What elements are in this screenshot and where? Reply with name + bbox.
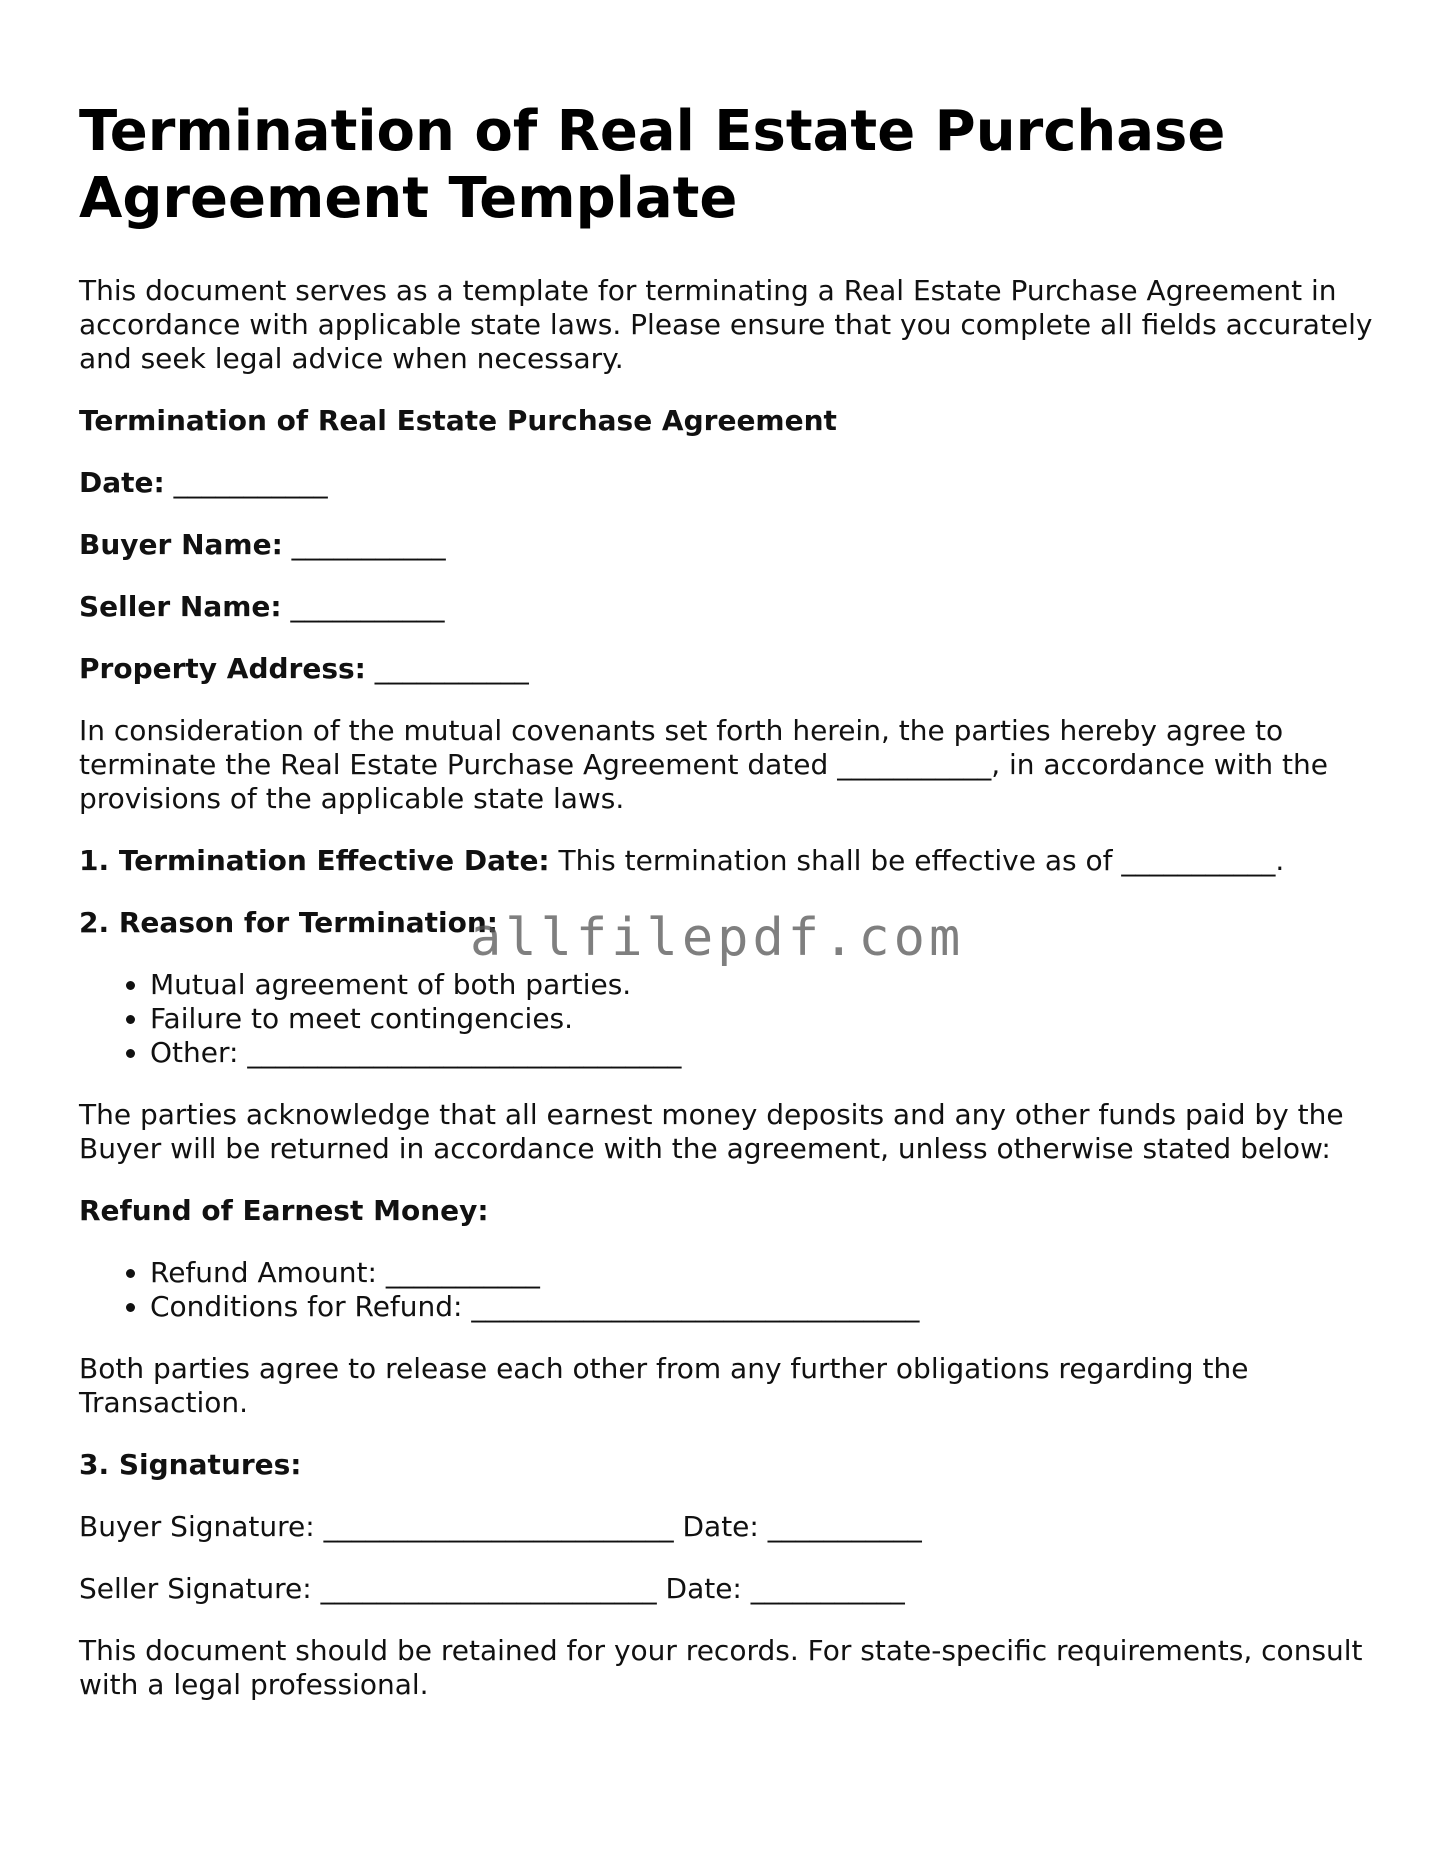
buyer-name-label: Buyer Name: — [79, 528, 283, 561]
date-blank: ___________ — [173, 466, 328, 499]
consideration-paragraph: In consideration of the mutual covenants set forth herein, the parties hereby agree to terminate the Real Estate Purchase Agreement dated ___________, in accordance with the provisions of the applicable state laws. — [79, 714, 1328, 815]
refund-heading: Refund of Earnest Money: — [79, 1194, 489, 1227]
refund-list — [79, 1256, 1379, 1324]
acknowledge-paragraph: The parties acknowledge that all earnest money deposits and any other funds paid by the Buyer will be returned in accordance with the agreement, unless otherwise stated below: — [79, 1098, 1344, 1165]
agreement-heading: Termination of Real Estate Purchase Agreement — [79, 404, 837, 437]
document-page — [79, 98, 1379, 1702]
list-item: • Conditions for Refund: ________________________________ — [150, 1290, 1379, 1324]
date-label: Date: — [79, 466, 165, 499]
intro-paragraph: This document serves as a template for terminating a Real Estate Purchase Agreement in accordance with applicable state laws. Please ensure that you complete all fields accurately and seek legal advice when necessary. — [79, 274, 1373, 375]
closing-paragraph: This document should be retained for your records. For state-specific requirements, consult with a legal professional. — [79, 1634, 1363, 1701]
section-reason-heading: 2. Reason for Termination: — [79, 906, 499, 939]
property-address-blank: ___________ — [374, 652, 529, 685]
date-field — [79, 466, 1379, 500]
list-item: • Failure to meet contingencies. — [150, 1002, 1379, 1036]
property-address-label: Property Address: — [79, 652, 366, 685]
seller-name-field — [79, 590, 1379, 624]
section-effective-date — [79, 844, 1379, 878]
reason-list — [79, 968, 1379, 1070]
release-paragraph: Both parties agree to release each other from any further obligations regarding the Transaction. — [79, 1352, 1249, 1419]
seller-signature-line: Seller Signature: ________________________ Date: ___________ — [79, 1572, 905, 1605]
buyer-name-blank: ___________ — [291, 528, 446, 561]
page-title: Termination of Real Estate Purchase Agreement Template — [79, 99, 1226, 231]
signatures-heading: 3. Signatures: — [79, 1448, 302, 1481]
list-item: • Other: _______________________________ — [150, 1036, 1379, 1070]
list-item: • Mutual agreement of both parties. — [150, 968, 1379, 1002]
list-item: • Refund Amount: ___________ — [150, 1256, 1379, 1290]
seller-name-blank: ___________ — [290, 590, 445, 623]
buyer-name-field — [79, 528, 1379, 562]
section-effective-date-text: This termination shall be effective as of ___________. — [549, 844, 1285, 877]
property-address-field — [79, 652, 1379, 686]
seller-name-label: Seller Name: — [79, 590, 282, 623]
buyer-signature-line: Buyer Signature: _________________________ Date: ___________ — [79, 1510, 922, 1543]
section-effective-date-label: 1. Termination Effective Date: — [79, 844, 550, 877]
watermark: allfilepdf.com — [470, 908, 965, 968]
